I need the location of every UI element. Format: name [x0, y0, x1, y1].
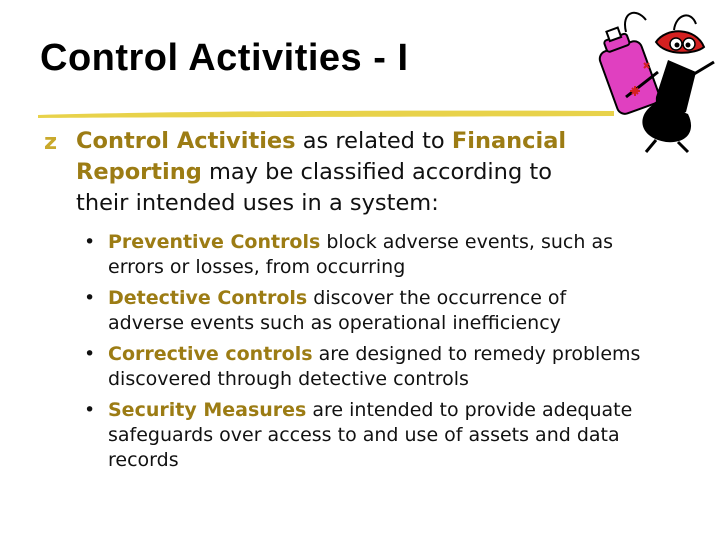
clipart-icon [596, 2, 718, 156]
sub-text: are designed to remedy problems discovered through detective controls [108, 343, 641, 390]
main-bullet [44, 126, 604, 219]
sub-text: are intended to provide adequate safeguards over access to and use of assets and data records [108, 399, 633, 471]
sub-term: Detective Controls [108, 287, 308, 309]
bullet-dot: • [84, 343, 96, 365]
slide-title: Control Activities - I [40, 37, 409, 79]
main-text-2: may be classified according to their intended uses in a system: [76, 159, 552, 216]
sub-text: discover the occurrence of adverse events such as operational inefficiency [108, 287, 567, 334]
term-financial-reporting: Financial Reporting [76, 128, 567, 185]
bullet-dot: • [84, 287, 96, 309]
sub-bullet-list [84, 230, 644, 479]
sub-term: Preventive Controls [108, 231, 321, 253]
list-item [84, 398, 644, 473]
list-item [84, 230, 644, 280]
list-item [84, 286, 644, 336]
sub-term: Security Measures [108, 399, 307, 421]
main-text-1: as related to [295, 128, 452, 154]
main-bullet-text [44, 126, 604, 219]
term-control-activities: Control Activities [76, 128, 296, 154]
bullet-dot: • [84, 399, 96, 421]
sub-text: block adverse events, such as errors or losses, from occurring [108, 231, 613, 278]
sub-term: Corrective controls [108, 343, 313, 365]
list-item [84, 342, 644, 392]
bullet-glyph: z [44, 129, 58, 155]
title-underline [36, 106, 616, 120]
bullet-dot: • [84, 231, 96, 253]
